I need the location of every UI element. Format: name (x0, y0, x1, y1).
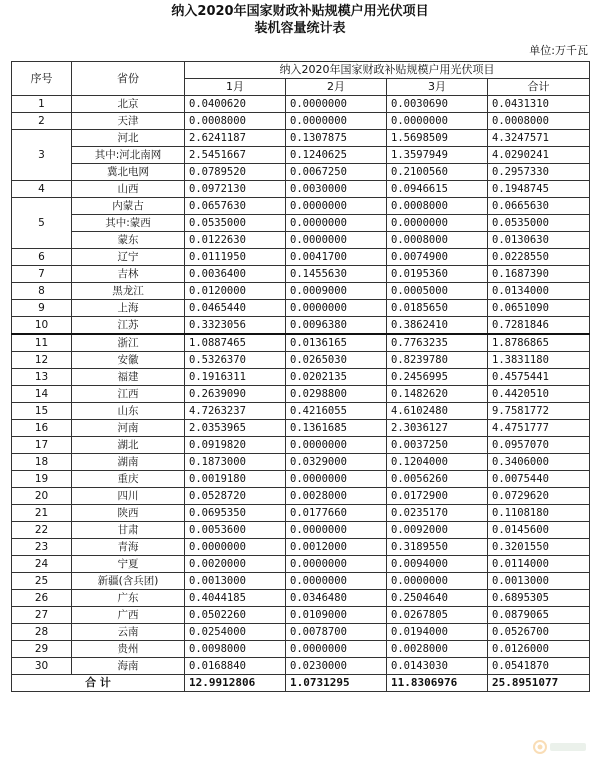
table-row (12, 403, 590, 420)
province-cell: 海南 (72, 658, 185, 675)
seq-cell: 10 (12, 317, 72, 335)
seq-cell: 15 (12, 403, 72, 420)
jan-cell: 4.7263237 (185, 403, 286, 420)
sum-cell: 0.0145600 (488, 522, 590, 539)
table-row (12, 471, 590, 488)
mar-cell: 0.1204000 (387, 454, 488, 471)
mar-cell: 0.0028000 (387, 641, 488, 658)
province-cell: 宁夏 (72, 556, 185, 573)
sum-cell: 1.8786865 (488, 334, 590, 352)
feb-cell: 0.0000000 (286, 556, 387, 573)
mar-cell: 0.0092000 (387, 522, 488, 539)
province-cell: 江西 (72, 386, 185, 403)
province-cell: 山西 (72, 181, 185, 198)
province-cell: 北京 (72, 96, 185, 113)
table-row (12, 300, 590, 317)
province-cell: 内蒙古 (72, 198, 185, 215)
seq-cell: 16 (12, 420, 72, 437)
table-row (12, 198, 590, 215)
feb-cell: 0.0067250 (286, 164, 387, 181)
feb-cell: 0.0000000 (286, 641, 387, 658)
total-label: 合 计 (12, 675, 185, 692)
province-cell: 山东 (72, 403, 185, 420)
table-row (12, 658, 590, 675)
province-cell: 新疆(含兵团) (72, 573, 185, 590)
feb-cell: 0.0078700 (286, 624, 387, 641)
province-cell: 冀北电网 (72, 164, 185, 181)
jan-cell: 0.5326370 (185, 352, 286, 369)
seq-cell: 11 (12, 334, 72, 352)
jan-cell: 0.0013000 (185, 573, 286, 590)
sum-cell: 0.4575441 (488, 369, 590, 386)
mar-cell: 1.3597949 (387, 147, 488, 164)
mar-cell: 0.0000000 (387, 215, 488, 232)
sum-cell: 0.0134000 (488, 283, 590, 300)
mar-cell: 0.2100560 (387, 164, 488, 181)
jan-cell: 0.1873000 (185, 454, 286, 471)
jan-cell: 0.2639090 (185, 386, 286, 403)
sum-cell: 0.2957330 (488, 164, 590, 181)
table-row (12, 283, 590, 300)
seq-cell: 5 (12, 198, 72, 249)
total-row (12, 675, 590, 692)
feb-cell: 0.0000000 (286, 198, 387, 215)
seq-cell: 8 (12, 283, 72, 300)
jan-cell: 0.0019180 (185, 471, 286, 488)
seq-cell: 22 (12, 522, 72, 539)
seq-cell: 21 (12, 505, 72, 522)
feb-cell: 0.0000000 (286, 215, 387, 232)
province-cell: 辽宁 (72, 249, 185, 266)
table-row (12, 624, 590, 641)
jan-cell: 0.0036400 (185, 266, 286, 283)
feb-cell: 0.0000000 (286, 232, 387, 249)
province-cell: 天津 (72, 113, 185, 130)
title-line-1: 纳入2020年国家财政补贴规模户用光伏项目 (171, 4, 429, 19)
total-jan: 12.9912806 (185, 675, 286, 692)
sum-cell: 0.0431310 (488, 96, 590, 113)
sum-cell: 4.0290241 (488, 147, 590, 164)
province-cell: 吉林 (72, 266, 185, 283)
total-feb: 1.0731295 (286, 675, 387, 692)
feb-cell: 0.1240625 (286, 147, 387, 164)
table-row (12, 556, 590, 573)
province-cell: 青海 (72, 539, 185, 556)
total-sum: 25.8951077 (488, 675, 590, 692)
feb-cell: 0.0298800 (286, 386, 387, 403)
feb-cell: 0.0346480 (286, 590, 387, 607)
feb-cell: 0.1455630 (286, 266, 387, 283)
seq-cell: 19 (12, 471, 72, 488)
sum-cell: 0.0126000 (488, 641, 590, 658)
mar-cell: 0.0185650 (387, 300, 488, 317)
province-cell: 河南 (72, 420, 185, 437)
table-row (12, 266, 590, 283)
province-cell: 江苏 (72, 317, 185, 335)
table-row (12, 454, 590, 471)
sum-cell: 0.0075440 (488, 471, 590, 488)
sum-cell: 4.3247571 (488, 130, 590, 147)
table-row (12, 607, 590, 624)
province-cell: 浙江 (72, 334, 185, 352)
sum-cell: 0.3406000 (488, 454, 590, 471)
feb-cell: 0.4216055 (286, 403, 387, 420)
feb-cell: 0.1361685 (286, 420, 387, 437)
seq-cell: 25 (12, 573, 72, 590)
feb-cell: 0.0109000 (286, 607, 387, 624)
province-cell: 湖南 (72, 454, 185, 471)
mar-cell: 0.0143030 (387, 658, 488, 675)
mar-cell: 0.0056260 (387, 471, 488, 488)
jan-cell: 0.0111950 (185, 249, 286, 266)
province-cell: 广东 (72, 590, 185, 607)
seq-cell: 24 (12, 556, 72, 573)
mar-cell: 0.0267805 (387, 607, 488, 624)
feb-cell: 0.0000000 (286, 437, 387, 454)
sum-cell: 0.6895305 (488, 590, 590, 607)
table-row (12, 147, 590, 164)
sum-cell: 0.0130630 (488, 232, 590, 249)
mar-cell: 4.6102480 (387, 403, 488, 420)
table-row (12, 573, 590, 590)
province-cell: 福建 (72, 369, 185, 386)
mar-cell: 0.0094000 (387, 556, 488, 573)
jan-cell: 0.0789520 (185, 164, 286, 181)
mar-cell: 0.0172900 (387, 488, 488, 505)
table-row (12, 181, 590, 198)
header-feb: 2月 (286, 79, 387, 96)
table-body (12, 96, 590, 692)
unit-label: 单位:万千瓦 (529, 44, 588, 57)
jan-cell: 0.0120000 (185, 283, 286, 300)
seq-cell: 29 (12, 641, 72, 658)
mar-cell: 2.3036127 (387, 420, 488, 437)
seq-cell: 3 (12, 130, 72, 181)
mar-cell: 0.7763235 (387, 334, 488, 352)
seq-cell: 9 (12, 300, 72, 317)
seq-cell: 27 (12, 607, 72, 624)
jan-cell: 0.0919820 (185, 437, 286, 454)
table-row (12, 590, 590, 607)
jan-cell: 2.6241187 (185, 130, 286, 147)
jan-cell: 2.5451667 (185, 147, 286, 164)
sum-cell: 0.0114000 (488, 556, 590, 573)
jan-cell: 0.0400620 (185, 96, 286, 113)
feb-cell: 0.1307875 (286, 130, 387, 147)
seq-cell: 7 (12, 266, 72, 283)
jan-cell: 0.0972130 (185, 181, 286, 198)
sum-cell: 0.1687390 (488, 266, 590, 283)
sum-cell: 0.0228550 (488, 249, 590, 266)
jan-cell: 0.0502260 (185, 607, 286, 624)
mar-cell: 0.2504640 (387, 590, 488, 607)
mar-cell: 0.0000000 (387, 113, 488, 130)
sum-cell: 0.0729620 (488, 488, 590, 505)
table-row (12, 369, 590, 386)
table-row (12, 386, 590, 403)
feb-cell: 0.0028000 (286, 488, 387, 505)
sum-cell: 0.0879065 (488, 607, 590, 624)
total-mar: 11.8306976 (387, 675, 488, 692)
table-row (12, 249, 590, 266)
province-cell: 湖北 (72, 437, 185, 454)
feb-cell: 0.0000000 (286, 300, 387, 317)
jan-cell: 1.0887465 (185, 334, 286, 352)
province-cell: 甘肃 (72, 522, 185, 539)
feb-cell: 0.0000000 (286, 522, 387, 539)
table-row (12, 488, 590, 505)
mar-cell: 0.3189550 (387, 539, 488, 556)
province-cell: 其中:蒙西 (72, 215, 185, 232)
mar-cell: 0.0235170 (387, 505, 488, 522)
table-row (12, 437, 590, 454)
mar-cell: 0.0946615 (387, 181, 488, 198)
table-row (12, 505, 590, 522)
jan-cell: 0.0008000 (185, 113, 286, 130)
mar-cell: 0.0008000 (387, 232, 488, 249)
feb-cell: 0.0136165 (286, 334, 387, 352)
feb-cell: 0.0000000 (286, 471, 387, 488)
mar-cell: 0.1482620 (387, 386, 488, 403)
table-row (12, 352, 590, 369)
sum-cell: 0.4420510 (488, 386, 590, 403)
jan-cell: 0.0000000 (185, 539, 286, 556)
jan-cell: 0.0254000 (185, 624, 286, 641)
sum-cell: 0.0651090 (488, 300, 590, 317)
mar-cell: 0.8239780 (387, 352, 488, 369)
table-row (12, 232, 590, 249)
seq-cell: 30 (12, 658, 72, 675)
table-row (12, 317, 590, 335)
seq-cell: 28 (12, 624, 72, 641)
table-row (12, 522, 590, 539)
sum-cell: 0.3201550 (488, 539, 590, 556)
province-cell: 其中:河北南网 (72, 147, 185, 164)
seq-cell: 1 (12, 96, 72, 113)
mar-cell: 1.5698509 (387, 130, 488, 147)
seq-cell: 2 (12, 113, 72, 130)
table-row (12, 96, 590, 113)
sum-cell: 0.0541870 (488, 658, 590, 675)
jan-cell: 0.0465440 (185, 300, 286, 317)
feb-cell: 0.0009000 (286, 283, 387, 300)
province-cell: 贵州 (72, 641, 185, 658)
sum-cell: 0.0008000 (488, 113, 590, 130)
seq-cell: 4 (12, 181, 72, 198)
mar-cell: 0.0030690 (387, 96, 488, 113)
feb-cell: 0.0041700 (286, 249, 387, 266)
province-cell: 四川 (72, 488, 185, 505)
jan-cell: 0.4044185 (185, 590, 286, 607)
province-cell: 安徽 (72, 352, 185, 369)
mar-cell: 0.0195360 (387, 266, 488, 283)
province-cell: 河北 (72, 130, 185, 147)
feb-cell: 0.0202135 (286, 369, 387, 386)
mar-cell: 0.3862410 (387, 317, 488, 335)
sum-cell: 0.0535000 (488, 215, 590, 232)
jan-cell: 0.0098000 (185, 641, 286, 658)
feb-cell: 0.0230000 (286, 658, 387, 675)
seq-cell: 12 (12, 352, 72, 369)
sum-cell: 0.0665630 (488, 198, 590, 215)
sum-cell: 9.7581772 (488, 403, 590, 420)
mar-cell: 0.0074900 (387, 249, 488, 266)
mar-cell: 0.0008000 (387, 198, 488, 215)
feb-cell: 0.0329000 (286, 454, 387, 471)
seq-cell: 20 (12, 488, 72, 505)
mar-cell: 0.0005000 (387, 283, 488, 300)
feb-cell: 0.0177660 (286, 505, 387, 522)
header-jan: 1月 (185, 79, 286, 96)
seq-cell: 14 (12, 386, 72, 403)
mar-cell: 0.2456995 (387, 369, 488, 386)
province-cell: 蒙东 (72, 232, 185, 249)
province-cell: 广西 (72, 607, 185, 624)
header-province: 省份 (72, 62, 185, 96)
seq-cell: 23 (12, 539, 72, 556)
jan-cell: 0.0122630 (185, 232, 286, 249)
province-cell: 上海 (72, 300, 185, 317)
header-sum: 合计 (488, 79, 590, 96)
feb-cell: 0.0096380 (286, 317, 387, 335)
province-cell: 黑龙江 (72, 283, 185, 300)
mar-cell: 0.0194000 (387, 624, 488, 641)
jan-cell: 0.3323056 (185, 317, 286, 335)
table-row (12, 420, 590, 437)
header-mar: 3月 (387, 79, 488, 96)
jan-cell: 0.0535000 (185, 215, 286, 232)
seq-cell: 26 (12, 590, 72, 607)
feb-cell: 0.0000000 (286, 113, 387, 130)
table-row (12, 215, 590, 232)
province-cell: 云南 (72, 624, 185, 641)
sum-cell: 1.3831180 (488, 352, 590, 369)
capacity-table (11, 61, 590, 692)
jan-cell: 2.0353965 (185, 420, 286, 437)
header-seq: 序号 (12, 62, 72, 96)
province-cell: 重庆 (72, 471, 185, 488)
watermark-logo-icon (530, 737, 590, 757)
sum-cell: 0.1108180 (488, 505, 590, 522)
seq-cell: 6 (12, 249, 72, 266)
jan-cell: 0.1916311 (185, 369, 286, 386)
seq-cell: 13 (12, 369, 72, 386)
province-cell: 陕西 (72, 505, 185, 522)
sum-cell: 0.0957070 (488, 437, 590, 454)
feb-cell: 0.0000000 (286, 96, 387, 113)
sum-cell: 4.4751777 (488, 420, 590, 437)
table-row (12, 641, 590, 658)
table-row (12, 164, 590, 181)
table-row (12, 334, 590, 352)
jan-cell: 0.0695350 (185, 505, 286, 522)
jan-cell: 0.0528720 (185, 488, 286, 505)
feb-cell: 0.0265030 (286, 352, 387, 369)
table-row (12, 113, 590, 130)
sum-cell: 0.0526700 (488, 624, 590, 641)
mar-cell: 0.0037250 (387, 437, 488, 454)
sum-cell: 0.7281846 (488, 317, 590, 335)
title-line-2: 装机容量统计表 (254, 21, 346, 36)
feb-cell: 0.0030000 (286, 181, 387, 198)
table-row (12, 539, 590, 556)
jan-cell: 0.0020000 (185, 556, 286, 573)
table-row (12, 130, 590, 147)
mar-cell: 0.0000000 (387, 573, 488, 590)
sum-cell: 0.1948745 (488, 181, 590, 198)
feb-cell: 0.0012000 (286, 539, 387, 556)
jan-cell: 0.0657630 (185, 198, 286, 215)
jan-cell: 0.0168840 (185, 658, 286, 675)
jan-cell: 0.0053600 (185, 522, 286, 539)
header-group: 纳入2020年国家财政补贴规模户用光伏项目 (185, 62, 590, 79)
feb-cell: 0.0000000 (286, 573, 387, 590)
seq-cell: 18 (12, 454, 72, 471)
seq-cell: 17 (12, 437, 72, 454)
sum-cell: 0.0013000 (488, 573, 590, 590)
